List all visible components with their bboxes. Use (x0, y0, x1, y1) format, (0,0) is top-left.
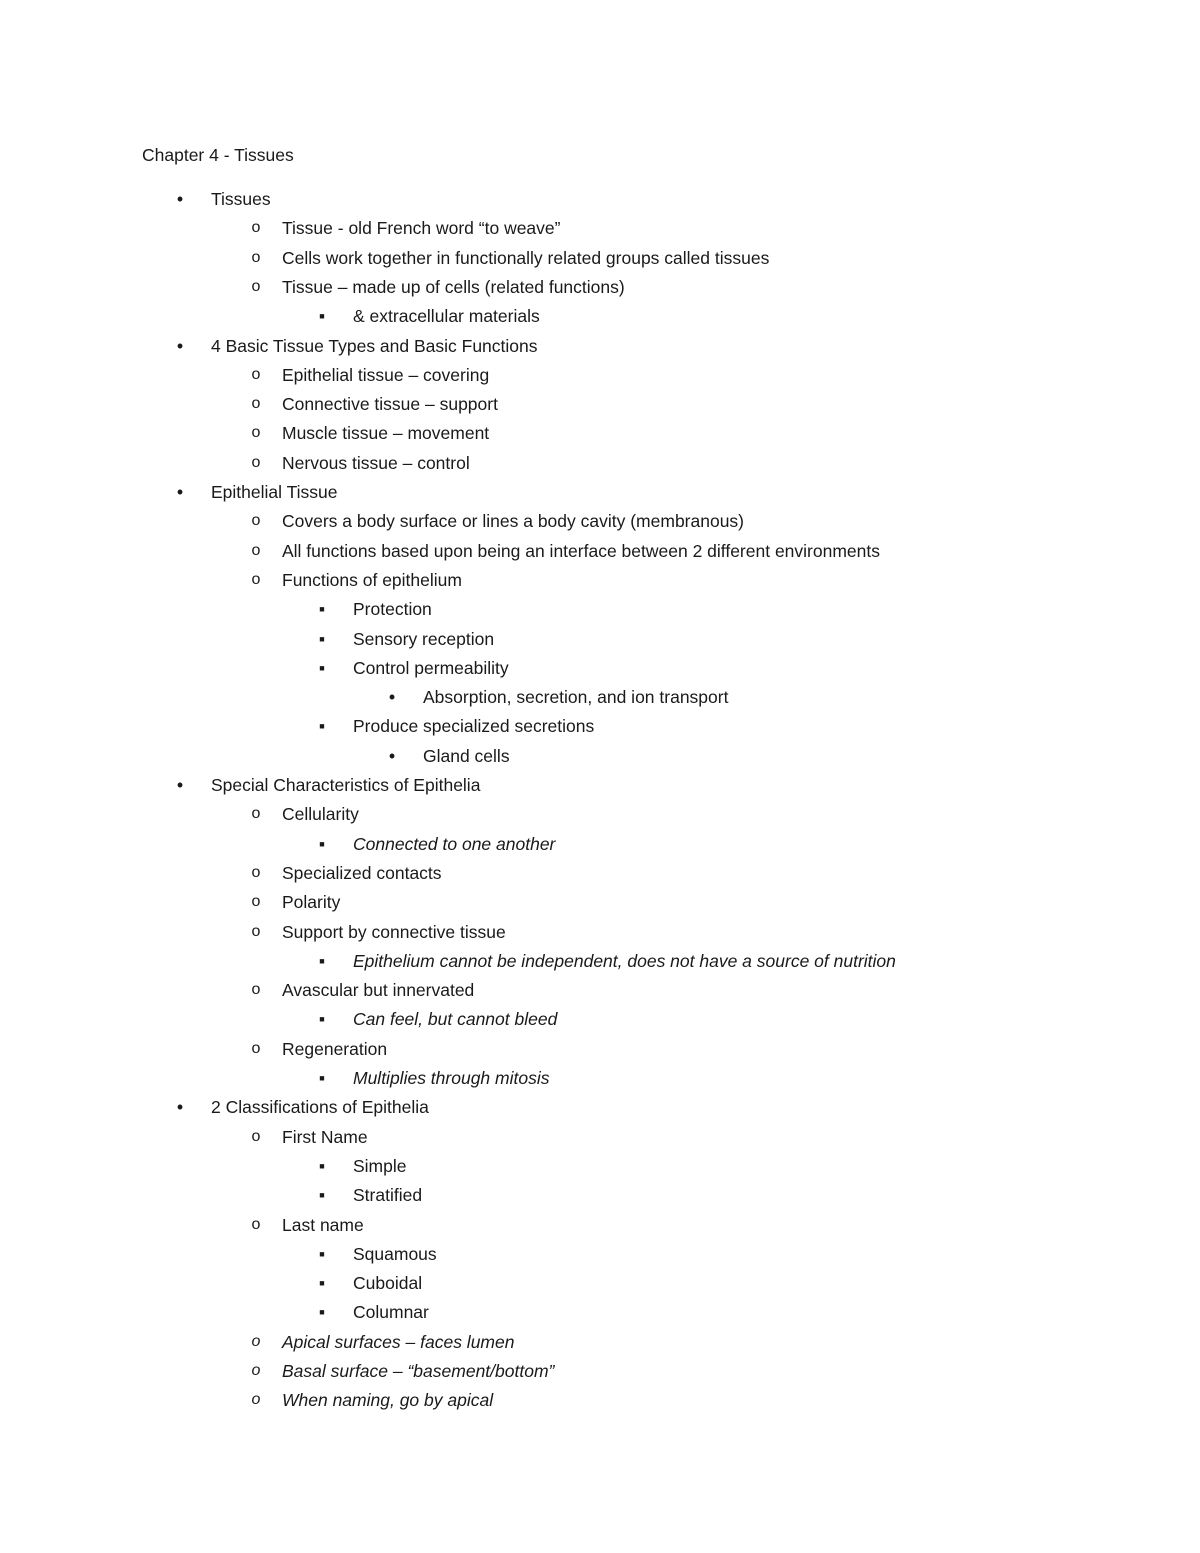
outline-item-level-2: Regeneration (282, 1038, 388, 1059)
bullet-circle-icon: o (251, 1362, 261, 1379)
bullet-disc-icon: • (388, 687, 396, 708)
bullet-square-icon: ■ (319, 1073, 325, 1083)
outline-item-level-3: Multiplies through mitosis (353, 1068, 550, 1088)
bullet-square-icon: ■ (319, 633, 325, 644)
bullet-circle-icon: o (251, 277, 261, 295)
outline-item-level-3: Can feel, but cannot bleed (353, 1009, 558, 1030)
bullet-square-icon: ■ (319, 604, 325, 615)
bullet-circle-icon: o (251, 219, 261, 237)
bullet-square-icon: ■ (319, 1190, 325, 1201)
bullet-circle-icon: o (251, 1391, 261, 1409)
bullet-circle-icon: o (251, 981, 261, 999)
outline-item-level-1: 2 Classifications of Epithelia (211, 1097, 429, 1118)
bullet-square-icon: ■ (319, 311, 325, 322)
outline-item-level-3: Epithelium cannot be independent, does not have a source of nutrition (353, 950, 896, 971)
bullet-circle-icon: o (251, 424, 261, 442)
outline-item-level-2: Nervous tissue – control (282, 452, 470, 473)
outline-item-level-3: Stratified (353, 1185, 423, 1206)
bullet-circle-icon: o (251, 805, 261, 823)
outline-item-level-2: Cellularity (282, 804, 359, 825)
outline-item-level-2: First Name (282, 1126, 368, 1147)
outline-item-level-2: Specialized contacts (282, 862, 442, 883)
outline-item-level-3: Sensory reception (353, 628, 495, 649)
outline-item-level-3: Produce specialized secretions (353, 716, 595, 737)
bullet-circle-icon: o (251, 893, 261, 911)
outline-item-level-2: Tissue – made up of cells (related functions) (282, 276, 625, 297)
outline-item-level-4: Gland cells (423, 745, 510, 766)
outline-item-level-3: Control permeability (353, 657, 509, 678)
outline-item-level-2: Epithelial tissue – covering (282, 364, 490, 385)
bullet-circle-icon: o (251, 1215, 261, 1233)
bullet-disc-icon: • (176, 775, 184, 795)
outline-item-level-2: Support by connective tissue (282, 921, 506, 942)
bullet-circle-icon: o (251, 1332, 261, 1350)
outline-item-level-2: All functions based upon being an interface between 2 different environments (282, 540, 880, 561)
outline-item-level-3: Protection (353, 599, 432, 620)
outline-item-level-2: Apical surfaces – faces lumen (282, 1331, 515, 1352)
outline-item-level-2: Tissue - old French word “to weave” (282, 218, 561, 239)
outline-item-level-1: Epithelial Tissue (211, 482, 338, 502)
outline-item-level-2: Covers a body surface or lines a body cavity (membranous) (282, 511, 745, 532)
bullet-square-icon: ■ (319, 1014, 325, 1025)
outline-item-level-2: Connective tissue – support (282, 394, 498, 415)
bullet-circle-icon: o (251, 1127, 261, 1145)
outline-item-level-4: Absorption, secretion, and ion transport (423, 687, 729, 708)
bullet-circle-icon: o (251, 1039, 261, 1057)
outline-item-level-1: Special Characteristics of Epithelia (211, 775, 481, 795)
bullet-square-icon: ■ (319, 1307, 325, 1318)
bullet-disc-icon: • (176, 335, 184, 356)
bullet-circle-icon: o (251, 453, 261, 471)
outline-item-level-2: Muscle tissue – movement (282, 423, 490, 444)
bullet-circle-icon: o (251, 541, 261, 559)
outline-item-level-1: 4 Basic Tissue Types and Basic Functions (211, 335, 538, 356)
bullet-square-icon: ■ (319, 838, 325, 849)
bullet-square-icon: ■ (319, 955, 325, 966)
bullet-circle-icon: o (251, 395, 261, 413)
bullet-circle-icon: o (251, 248, 261, 266)
bullet-square-icon: ■ (319, 1160, 325, 1171)
outline-item-level-2: When naming, go by apical (282, 1390, 494, 1411)
bullet-circle-icon: o (251, 570, 261, 588)
outline-item-level-1: Tissues (211, 189, 271, 209)
outline-item-level-2: Cells work together in functionally related groups called tissues (282, 247, 770, 268)
bullet-disc-icon: • (176, 482, 184, 502)
bullet-disc-icon: • (176, 189, 184, 209)
outline-item-level-3: Connected to one another (353, 833, 556, 854)
outline-item-level-2: Functions of epithelium (282, 569, 462, 590)
bullet-disc-icon: • (176, 1097, 184, 1118)
outline-item-level-2: Polarity (282, 892, 341, 913)
outline-item-level-3: Squamous (353, 1243, 437, 1264)
outline-item-level-3: Simple (353, 1155, 407, 1176)
outline-item-level-2: Avascular but innervated (282, 980, 475, 1001)
bullet-square-icon: ■ (319, 1278, 325, 1289)
page-title: Chapter 4 - Tissues (142, 145, 294, 165)
outline-item-level-3: & extracellular materials (353, 306, 540, 327)
outline-item-level-2: Last name (282, 1214, 364, 1235)
bullet-circle-icon: o (251, 365, 261, 383)
bullet-square-icon: ■ (319, 1248, 325, 1259)
bullet-square-icon: ■ (319, 721, 325, 732)
bullet-circle-icon: o (251, 512, 261, 530)
bullet-circle-icon: o (251, 863, 261, 881)
outline-item-level-3: Cuboidal (353, 1273, 423, 1294)
bullet-circle-icon: o (251, 922, 261, 940)
bullet-square-icon: ■ (319, 662, 325, 673)
outline-item-level-3: Columnar (353, 1302, 429, 1323)
outline-item-level-2: Basal surface – “basement/bottom” (282, 1361, 555, 1381)
bullet-disc-icon: • (388, 745, 396, 766)
